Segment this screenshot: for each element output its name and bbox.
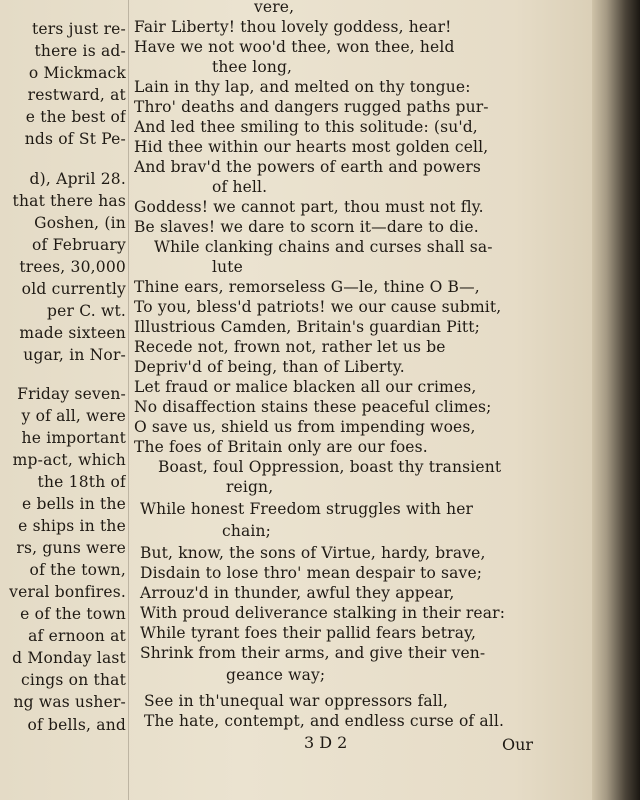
- poem-line: Goddess! we cannot part, thou must not fly.: [134, 198, 484, 216]
- poem-line: Hid thee within our hearts most golden cell,: [134, 138, 489, 156]
- poem-line: vere,: [254, 0, 295, 16]
- poem-line: And led thee smiling to this solitude: (su'd,: [134, 118, 478, 136]
- book-gutter-shadow: [592, 0, 640, 800]
- poem-line: Let fraud or malice blacken all our crimes,: [134, 378, 477, 396]
- poem-line: of hell.: [212, 178, 268, 196]
- poem-line: geance way;: [226, 666, 326, 684]
- left-column-line: the 18th of: [37, 473, 126, 491]
- poem-line: While tyrant foes their pallid fears betray,: [140, 624, 477, 642]
- left-column-line: of the town,: [29, 561, 126, 579]
- poem-line: thee long,: [212, 58, 293, 76]
- catchword: Our: [502, 735, 534, 754]
- left-column-line: of bells, and: [27, 716, 126, 734]
- poem-line: The foes of Britain only are our foes.: [134, 438, 428, 456]
- poem-line: O save us, shield us from impending woes,: [134, 418, 476, 436]
- left-column-line: old currently: [21, 280, 126, 298]
- poem-line: Thro' deaths and dangers rugged paths pur-: [134, 98, 489, 116]
- poem-line: Depriv'd of being, than of Liberty.: [134, 358, 405, 376]
- poem-line: See in th'unequal war oppressors fall,: [144, 692, 449, 710]
- poem-line: To you, bless'd patriots! we our cause submit,: [134, 298, 502, 316]
- poem-line: But, know, the sons of Virtue, hardy, brave,: [140, 544, 486, 562]
- poem-line: Shrink from their arms, and give their ven-: [140, 644, 486, 662]
- left-column-line: there is ad-: [34, 42, 126, 60]
- poem-line: Have we not woo'd thee, won thee, held: [134, 38, 455, 56]
- left-column-line: per C. wt.: [46, 302, 126, 320]
- left-column-line: that there has: [12, 192, 126, 210]
- poem-line: No disaffection stains these peaceful climes;: [134, 398, 492, 416]
- poem-line: And brav'd the powers of earth and powers: [134, 158, 481, 176]
- left-column-line: of February: [32, 236, 126, 254]
- left-column-line: d), April 28.: [29, 170, 126, 188]
- left-column-line: af ernoon at: [28, 627, 126, 645]
- left-column-line: ters just re-: [31, 20, 126, 38]
- left-column-line: o Mickmack: [28, 64, 126, 82]
- left-column-line: e the best of: [25, 108, 126, 126]
- left-column-line: e of the town: [20, 605, 126, 623]
- poem-line: Thine ears, remorseless G—le, thine O B—,: [134, 278, 480, 296]
- left-column-line: rs, guns were: [16, 539, 126, 557]
- poem-column: [134, 0, 594, 800]
- poem-line: While clanking chains and curses shall sa-: [154, 238, 493, 256]
- left-column-line: e ships in the: [18, 517, 126, 535]
- poem-line: Fair Liberty! thou lovely goddess, hear!: [134, 18, 452, 36]
- poem-line: Illustrious Camden, Britain's guardian Pitt;: [134, 318, 481, 336]
- left-column-line: he important: [21, 429, 126, 447]
- poem-line: Disdain to lose thro' mean despair to save;: [140, 564, 483, 582]
- poem-line: Boast, foul Oppression, boast thy transient: [158, 458, 502, 476]
- poem-line: reign,: [226, 478, 274, 496]
- left-column-line: y of all, were: [21, 407, 126, 425]
- left-column-line: restward, at: [27, 86, 126, 104]
- left-column-line: ng was usher-: [13, 693, 126, 711]
- left-column-line: mp-act, which: [12, 451, 126, 469]
- left-column-line: d Monday last: [12, 649, 126, 667]
- poem-line: Be slaves! we dare to scorn it—dare to die.: [134, 218, 479, 236]
- left-column-line: veral bonfires.: [9, 583, 126, 601]
- column-rule: [128, 0, 129, 800]
- left-column-line: Friday seven-: [17, 385, 126, 403]
- poem-line: The hate, contempt, and endless curse of all.: [144, 712, 505, 730]
- left-column-line: nds of St Pe-: [24, 130, 126, 148]
- left-column-line: ugar, in Nor-: [23, 346, 126, 364]
- poem-line: lute: [212, 258, 243, 276]
- signature-mark: 3 D 2: [304, 733, 348, 752]
- left-column-news-text: [0, 0, 126, 800]
- poem-line: Arrouz'd in thunder, awful they appear,: [140, 584, 455, 602]
- poem-line: Lain in thy lap, and melted on thy tongue:: [134, 78, 471, 96]
- poem-line: chain;: [222, 522, 271, 540]
- left-column-line: trees, 30,000: [19, 258, 126, 276]
- left-column-line: e bells in the: [21, 495, 126, 513]
- left-column-line: Goshen, (in: [34, 214, 126, 232]
- poem-line: While honest Freedom struggles with her: [140, 500, 474, 518]
- poem-line: With proud deliverance stalking in their rear:: [140, 604, 506, 622]
- left-column-line: cings on that: [21, 671, 126, 689]
- left-column-line: made sixteen: [19, 324, 126, 342]
- poem-line: Recede not, frown not, rather let us be: [134, 338, 446, 356]
